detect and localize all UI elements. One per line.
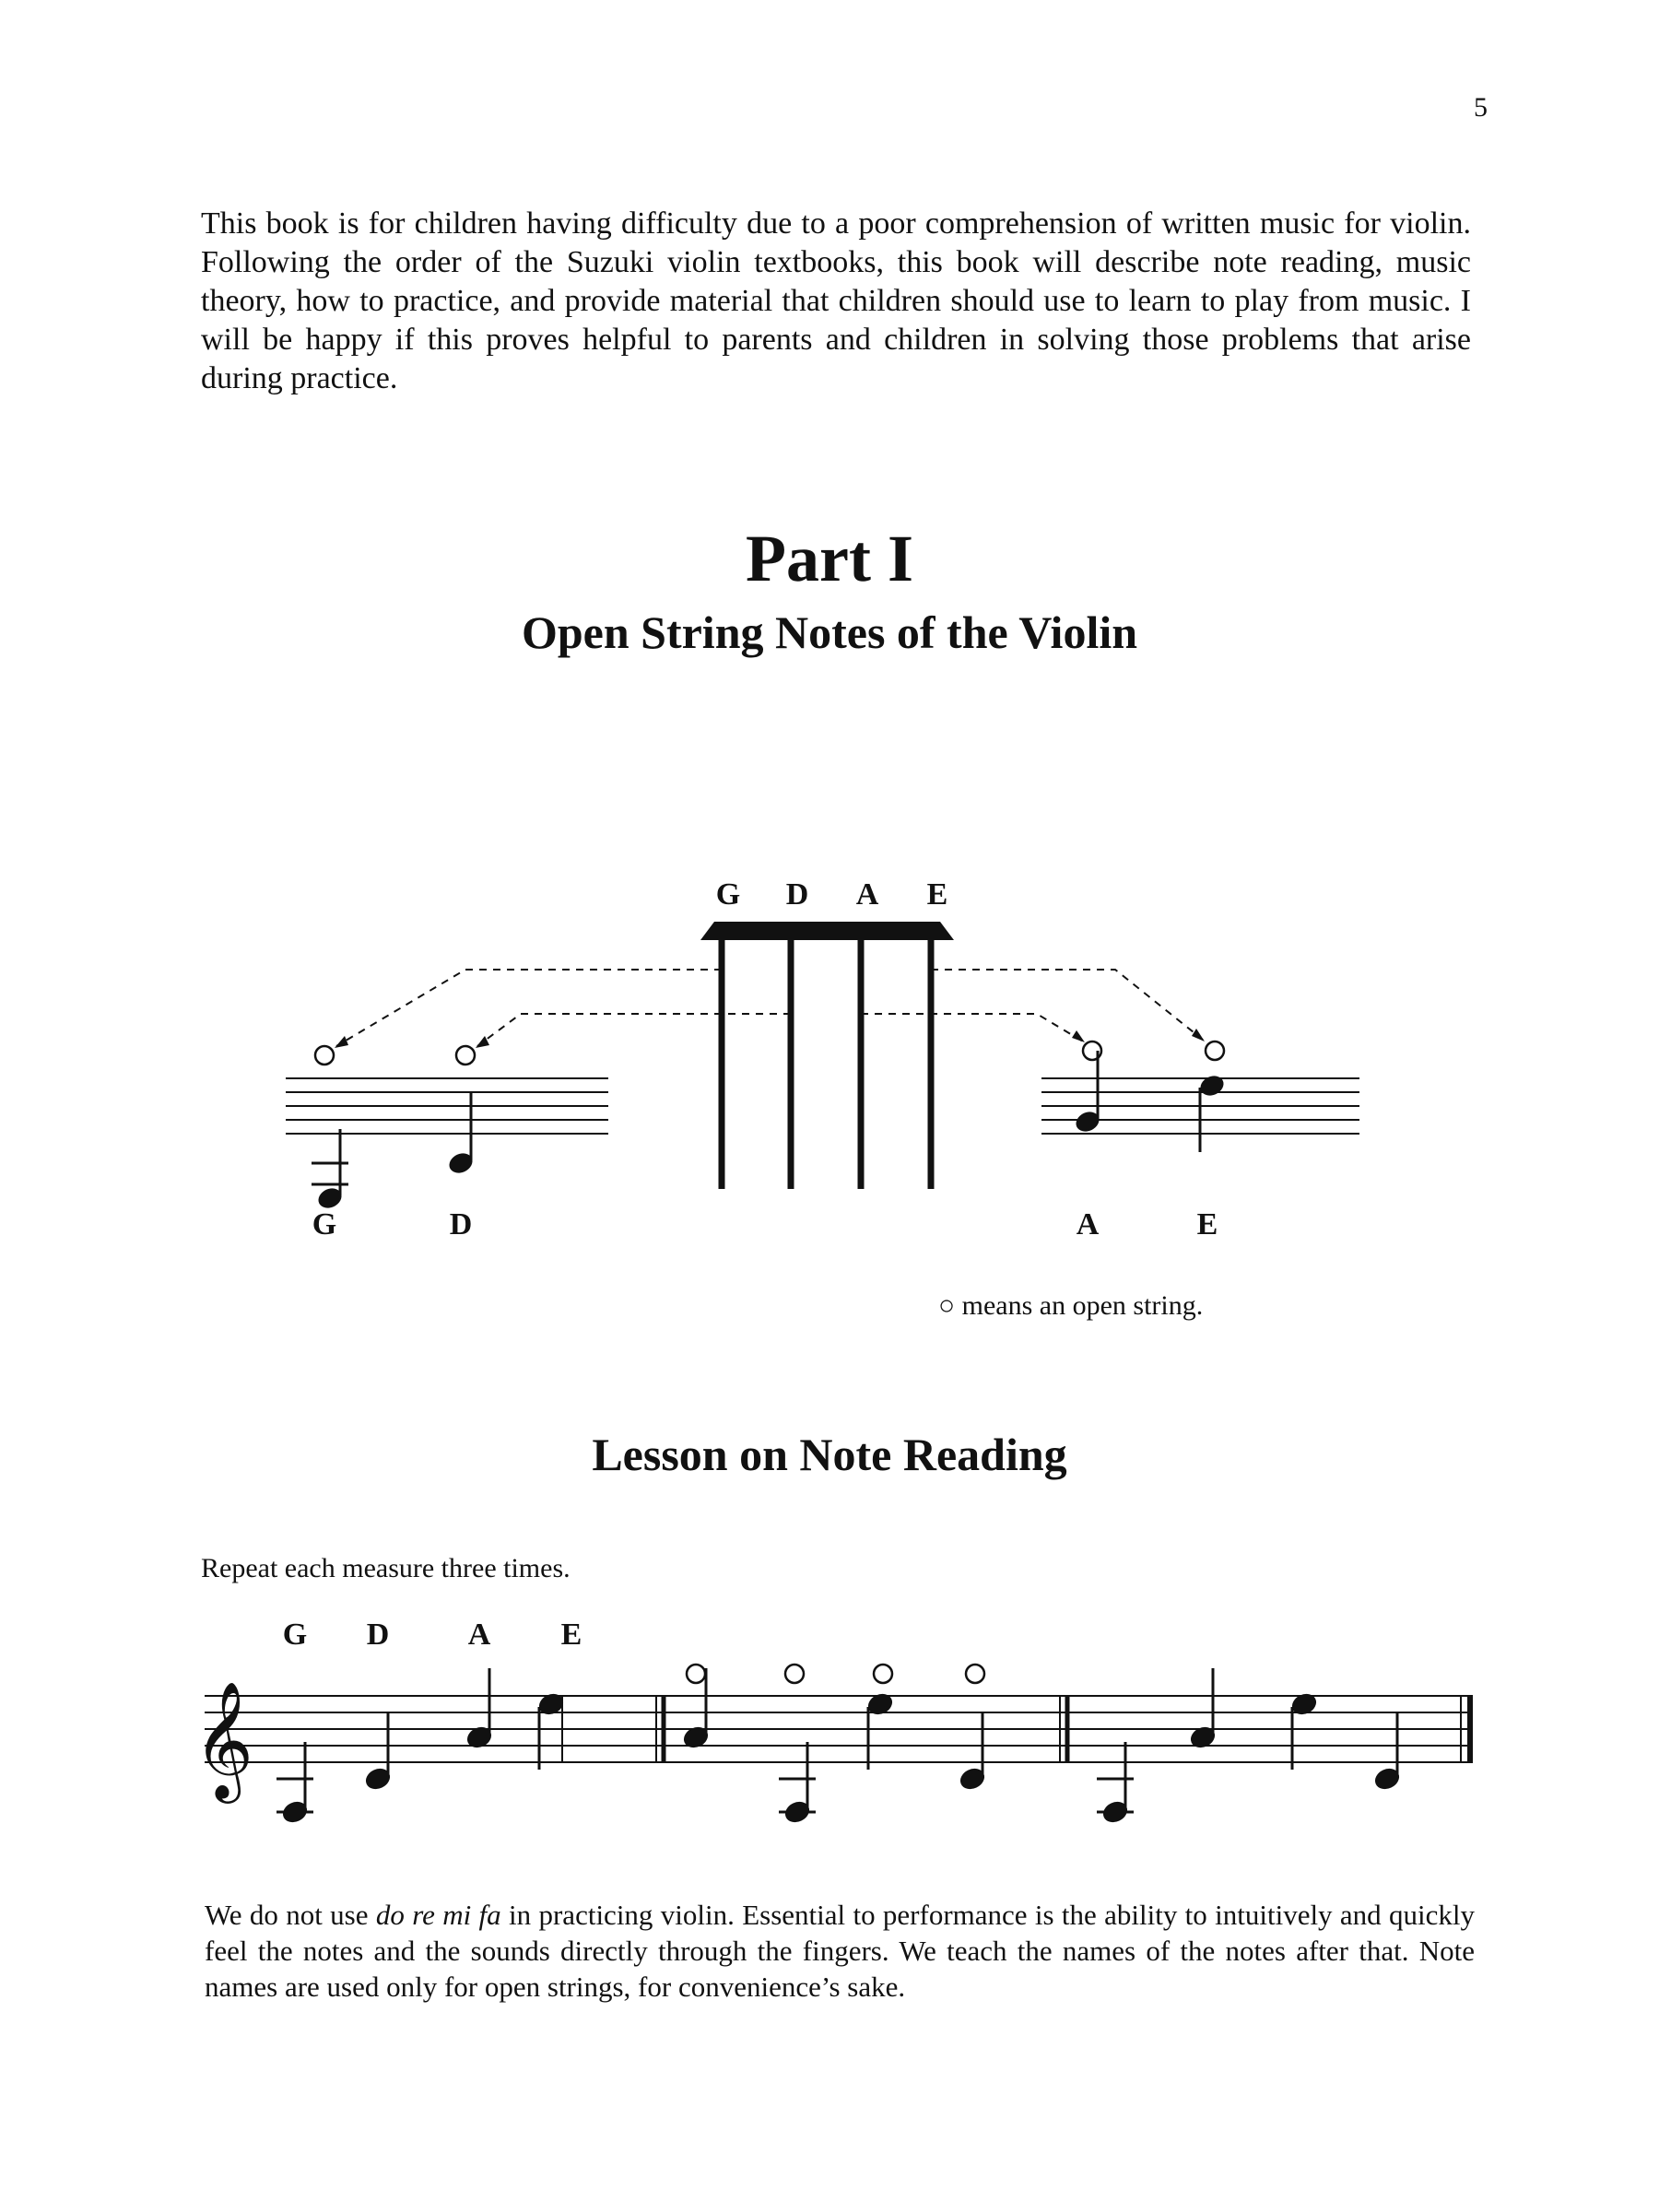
lesson-title: Lesson on Note Reading <box>592 1429 1067 1480</box>
note-label-d: D <box>449 1207 473 1241</box>
part-title: Part I <box>746 522 913 595</box>
note-label-e: E <box>1196 1207 1218 1241</box>
guide-lines <box>336 970 1203 1046</box>
string-label-e: E <box>926 877 948 912</box>
treble-clef-icon: 𝄞 <box>194 1680 254 1798</box>
staff-label-e: E <box>560 1618 582 1652</box>
part-subtitle: Open String Notes of the Violin <box>521 606 1138 658</box>
string-label-d: D <box>785 877 809 912</box>
staff-label-d: D <box>366 1618 390 1652</box>
string-label-a: A <box>855 877 879 912</box>
page-number: 5 <box>1474 92 1488 123</box>
bridge <box>700 922 954 940</box>
measure-3-notes <box>1097 1668 1402 1826</box>
open-circle-d <box>456 1046 475 1065</box>
measure-2-notes <box>681 1668 987 1826</box>
note-label-g: G <box>312 1207 337 1241</box>
note-e-head <box>1197 1072 1227 1099</box>
left-staff <box>286 1078 608 1184</box>
measure-1-notes <box>276 1668 566 1826</box>
lesson-staff <box>205 1696 1473 1762</box>
closing-paragraph <box>205 1897 1475 2005</box>
open-circle-e <box>1206 1041 1224 1060</box>
string-label-g: G <box>715 877 741 912</box>
closing-text-before: We do not use <box>205 1899 376 1931</box>
staff-label-a: A <box>467 1618 491 1652</box>
closing-text-after: in practicing violin. Essential to performance is the ability to intuitively and quickly feel the notes and the sounds directly through the fingers. We teach the names of the notes after that. Note names are used only for open strings, for convenience’s sake. <box>205 1899 1475 2003</box>
lesson-instruction: Repeat each measure three times. <box>201 1553 571 1583</box>
open-string-legend: ○ means an open string. <box>938 1290 1204 1321</box>
staff-label-g: G <box>282 1618 308 1652</box>
note-label-a: A <box>1076 1207 1100 1241</box>
closing-text-italic: do re mi fa <box>375 1899 501 1931</box>
measure-2-open-circles <box>687 1665 984 1683</box>
open-circle-g <box>315 1046 334 1065</box>
intro-paragraph: This book is for children having difficulty due to a poor comprehension of written music for violin. Following the order of the Suzuki violin textbooks, this book will describe note reading, music theory, how to practice, and provide material that children should use to learn to play from music. I will be happy if this proves helpful to parents and children in solving those problems that arise during practice. <box>201 206 1471 395</box>
